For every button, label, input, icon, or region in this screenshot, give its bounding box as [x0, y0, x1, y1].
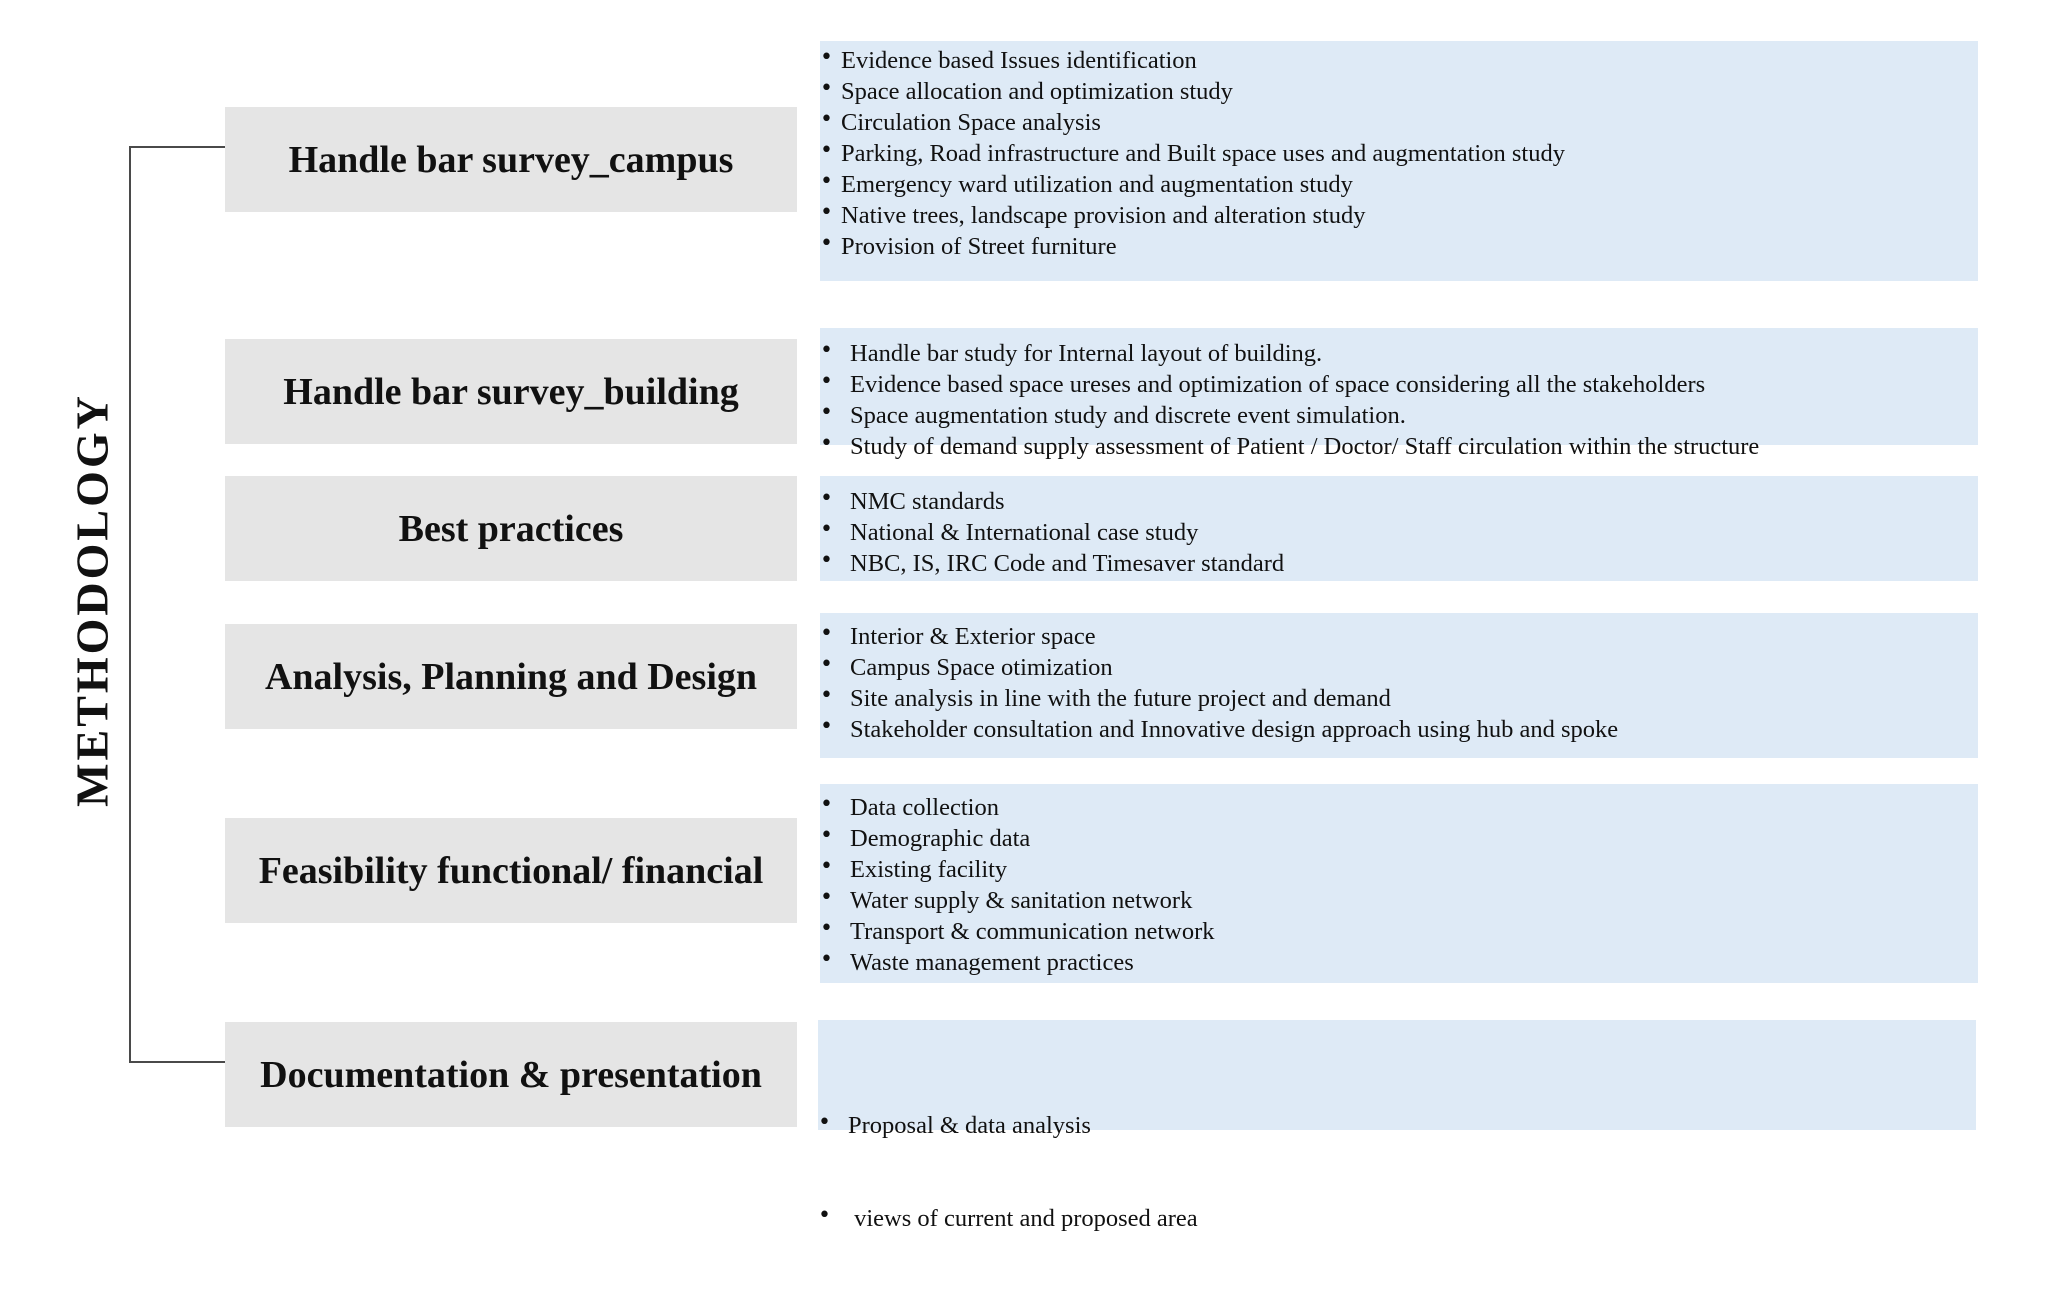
detail-box-campus-survey [820, 41, 1978, 281]
list-item: • views of current and proposed area [818, 1203, 1198, 1234]
list-item: • NMC standards [820, 486, 1284, 517]
detail-box-building-survey [820, 328, 1978, 460]
list-item: • Evidence based space ureses and optimization of space considering all the stakeholders [820, 369, 1759, 400]
list-item: • Space allocation and optimization study [820, 76, 1565, 107]
detail-list-campus-survey [820, 45, 1565, 262]
list-item: • Waste management practices [820, 947, 1215, 978]
step-box-campus-survey: Handle bar survey_campus [225, 107, 797, 212]
list-item: • Stakeholder consultation and Innovative design approach using hub and spoke [820, 714, 1618, 745]
list-item: • Circulation Space analysis [820, 107, 1565, 138]
list-item: • Water supply & sanitation network [820, 885, 1215, 916]
detail-list-feasibility [820, 792, 1215, 978]
list-item: • Interior & Exterior space [820, 621, 1618, 652]
detail-box-analysis-planning-design [820, 613, 1978, 758]
detail-list-analysis-planning-design [820, 621, 1618, 745]
list-item: • Space augmentation study and discrete event simulation. [820, 400, 1759, 431]
methodology-title: METHODOLOGY [66, 393, 118, 807]
list-item: • Site analysis in line with the future project and demand [820, 683, 1618, 714]
list-item: • NBC, IS, IRC Code and Timesaver standard [820, 548, 1284, 579]
detail-box-best-practices [820, 476, 1978, 581]
list-item: • Provision of Street furniture [820, 231, 1565, 262]
list-item: • Campus Space otimization [820, 652, 1618, 683]
list-item: • Data collection [820, 792, 1215, 823]
bracket-bottom-connector [129, 1061, 225, 1063]
list-item: • Transport & communication network [820, 916, 1215, 947]
step-box-documentation: Documentation & presentation [225, 1022, 797, 1127]
detail-list-documentation [818, 1048, 1198, 1296]
list-item: • National & International case study [820, 517, 1284, 548]
list-item: • Native trees, landscape provision and alteration study [820, 200, 1565, 231]
detail-box-documentation [818, 1020, 1976, 1232]
detail-box-feasibility [820, 784, 1978, 983]
list-item: • Evidence based Issues identification [820, 45, 1565, 76]
list-item: • Existing facility [820, 854, 1215, 885]
detail-list-building-survey [820, 338, 1759, 462]
bracket-top-connector [129, 146, 225, 148]
detail-list-best-practices [820, 486, 1284, 579]
list-item: • Emergency ward utilization and augmentation study [820, 169, 1565, 200]
step-box-building-survey: Handle bar survey_building [225, 339, 797, 444]
list-item: • Handle bar study for Internal layout of building. [820, 338, 1759, 369]
step-box-analysis-planning-design: Analysis, Planning and Design [225, 624, 797, 729]
step-box-feasibility: Feasibility functional/ financial [225, 818, 797, 923]
list-item: • Proposal & data analysis [818, 1110, 1198, 1141]
step-box-best-practices: Best practices [225, 476, 797, 581]
list-item: • Demographic data [820, 823, 1215, 854]
bracket-line [129, 146, 131, 1062]
list-item: • Study of demand supply assessment of Patient / Doctor/ Staff circulation within the structure [820, 431, 1759, 462]
list-item: • Parking, Road infrastructure and Built space uses and augmentation study [820, 138, 1565, 169]
